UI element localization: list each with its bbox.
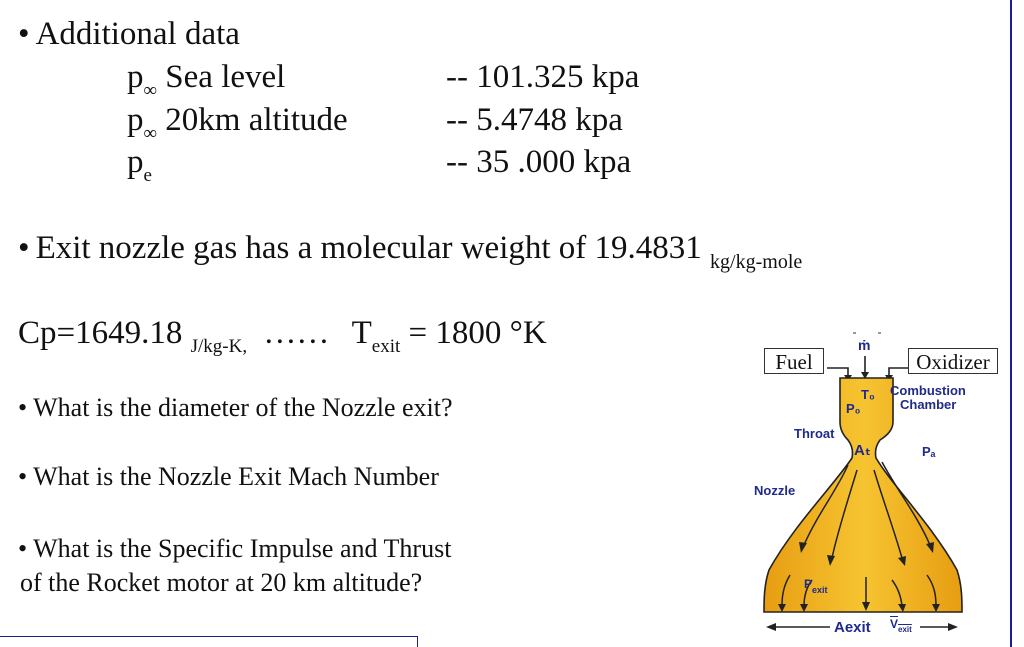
bullet-icon: •	[18, 16, 30, 52]
chamber-temperature-label: T₀	[861, 387, 875, 402]
question-specific-impulse: • What is the Specific Impulse and Thrust	[18, 534, 452, 563]
pressure-symbol: p	[127, 144, 144, 180]
t-exit-symbol: T	[351, 315, 372, 351]
pressure-label: 20km altitude	[165, 102, 348, 138]
cp-line	[18, 315, 547, 357]
t-exit-subscript: exit	[371, 336, 401, 357]
exit-velocity-label: $V_{exit}$	[890, 617, 912, 634]
pressure-symbol: p	[127, 59, 144, 95]
pressure-row-20km	[127, 102, 348, 144]
bullet-icon: •	[18, 534, 28, 563]
additional-data-heading: • Additional data	[18, 16, 240, 52]
chamber-pressure-label: P₀	[846, 401, 861, 416]
pressure-value-exit: -- 35 .000 kpa	[446, 144, 632, 180]
pressure-subscript: e	[143, 165, 152, 186]
throat-area-label: Aₜ	[854, 442, 871, 459]
pressure-value-20km: -- 5.4748 kpa	[446, 102, 623, 138]
pressure-row-sea-level	[127, 59, 286, 101]
nozzle-label: Nozzle	[754, 483, 796, 498]
chamber-label: Chamber	[900, 397, 957, 412]
pressure-symbol: p	[127, 102, 144, 138]
slide-bottom-border	[0, 636, 418, 637]
combustion-label: Combustion	[890, 383, 966, 398]
question-nozzle-diameter: • What is the diameter of the Nozzle exit?	[18, 393, 453, 422]
bullet-icon: •	[18, 462, 28, 491]
cp-unit: J/kg-K,	[190, 336, 248, 357]
ellipsis: ……	[263, 315, 330, 351]
pressure-label: Sea level	[165, 59, 286, 95]
slide-bottom-border-tick	[417, 636, 418, 647]
question-continuation: of the Rocket motor at 20 km altitude?	[20, 568, 423, 597]
exit-area-label: Aexit	[834, 619, 871, 636]
pressure-value-sea-level: -- 101.325 kpa	[446, 59, 640, 95]
pressure-row-exit	[127, 144, 152, 186]
molecular-weight-unit: kg/kg-mole	[710, 251, 803, 273]
mass-flow-label: ṁ	[858, 337, 871, 353]
exit-pressure-label: $P_{exit}$	[804, 577, 828, 595]
cp-value: Cp=1649.18	[18, 315, 183, 351]
fuel-box: Fuel	[764, 348, 824, 374]
bullet-icon: •	[18, 393, 28, 422]
rocket-nozzle-diagram	[752, 330, 1002, 642]
throat-label: Throat	[794, 426, 835, 441]
ambient-pressure-label: Pₐ	[922, 444, 936, 459]
slide-right-border	[1010, 0, 1012, 647]
pressure-subscript: ∞	[143, 123, 158, 144]
pressure-subscript: ∞	[143, 80, 158, 101]
oxidizer-box: Oxidizer	[908, 348, 998, 374]
bullet-icon: •	[18, 230, 30, 266]
t-exit-value: = 1800 °K	[408, 315, 547, 351]
molecular-weight-line: • Exit nozzle gas has a molecular weight of 19.4831 $_{kg/kg-mole}$	[18, 230, 803, 273]
question-mach-number: • What is the Nozzle Exit Mach Number	[18, 462, 439, 491]
